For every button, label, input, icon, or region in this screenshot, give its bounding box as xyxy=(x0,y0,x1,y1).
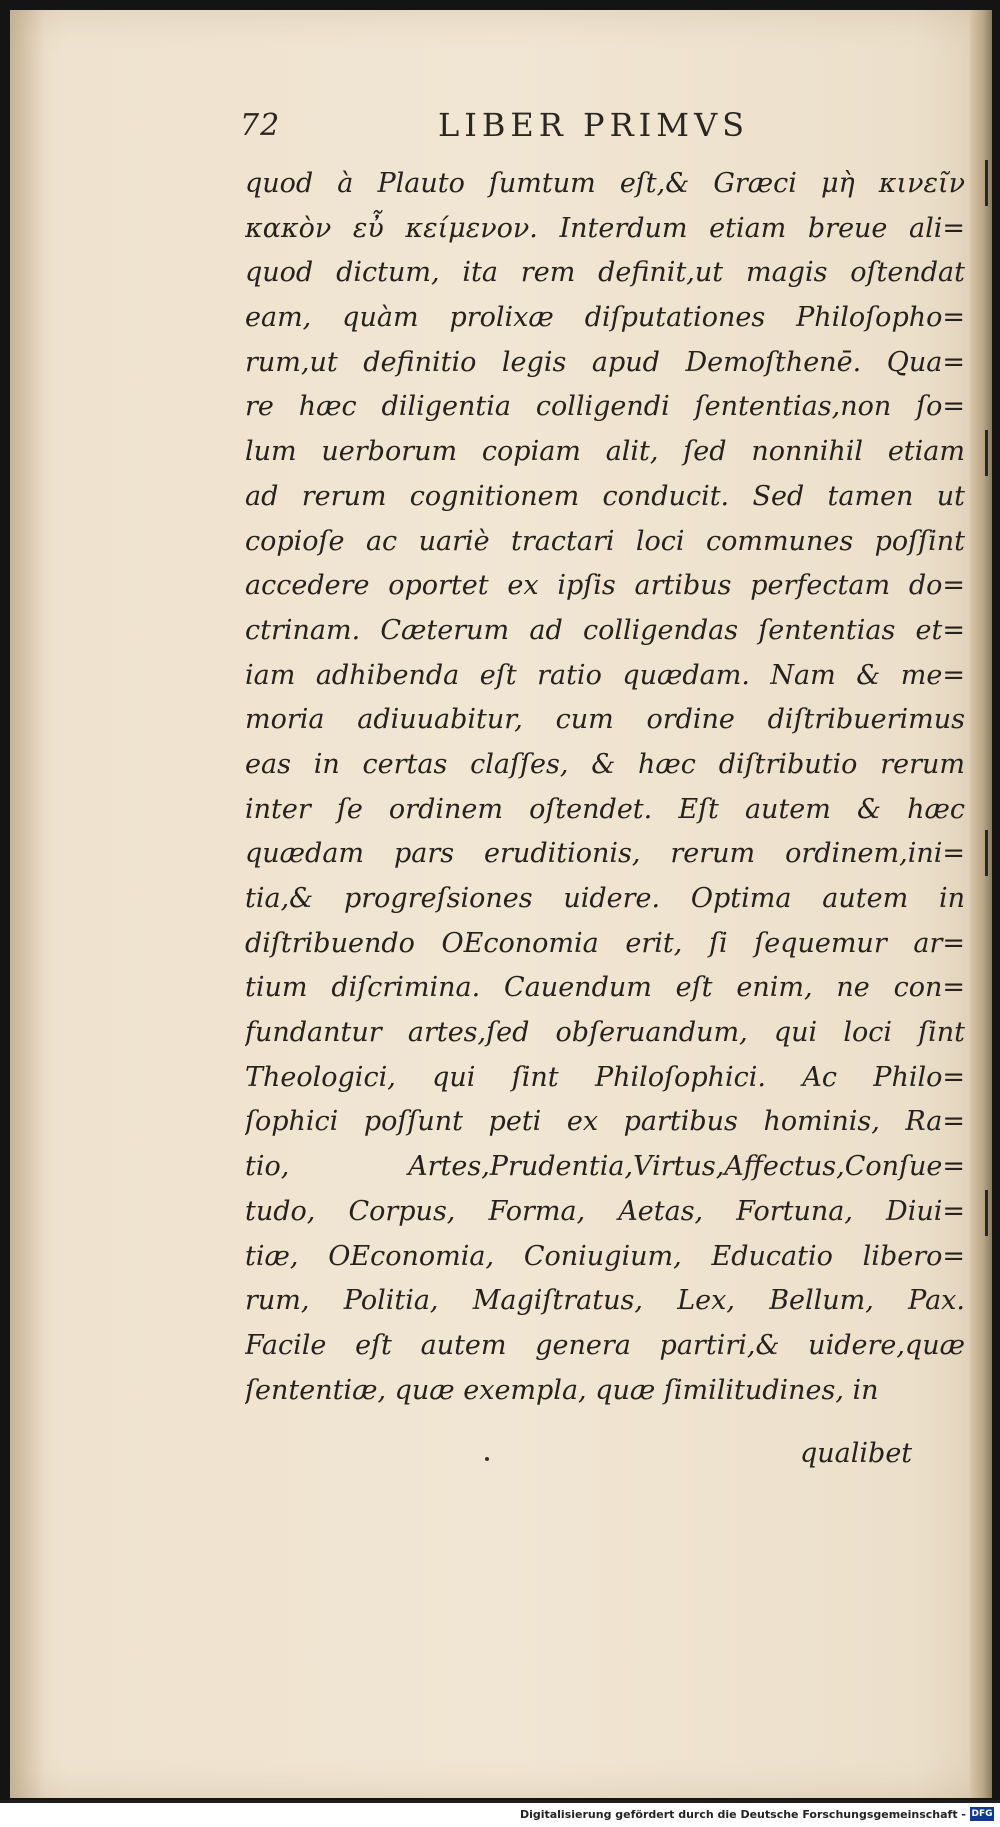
footer-band xyxy=(0,1800,1000,1827)
text-line: quædam pars eruditionis, rerum ordinem,ini= xyxy=(245,838,965,870)
text-line: iam adhibenda eſt ratio quædam. Nam & me= xyxy=(245,659,965,691)
text-line: κακὸν εὖ κείμενον. Interdum etiam breue ali= xyxy=(245,212,965,244)
body-text xyxy=(245,162,965,1413)
text-line: ſophici poſſunt peti ex partibus hominis, Ra= xyxy=(245,1106,965,1138)
text-line: rum, Politia, Magiſtratus, Lex, Bellum, Pax. xyxy=(245,1285,965,1317)
text-line: ſententiæ, quæ exempla, quæ ſimilitudines, in xyxy=(245,1374,879,1406)
page-number: 72 xyxy=(240,108,281,143)
digitization-credit: Digitalisierung gefördert durch die Deutsche Forschungsgemeinschaft - xyxy=(519,1808,966,1821)
text-line: eas in certas claſſes, & hæc diſtributio rerum xyxy=(245,748,965,780)
text-line: tudo, Corpus, Forma, Aetas, Fortuna, Diui= xyxy=(245,1195,965,1227)
text-line: tio, Artes,Prudentia,Virtus,Affectus,Conſue= xyxy=(245,1151,965,1183)
text-line: moria adiuuabitur, cum ordine diſtribuerimus xyxy=(245,704,965,736)
text-line: tia,& progreſsiones uidere. Optima autem in xyxy=(245,883,965,914)
text-line: tiæ, OEconomia, Coniugium, Educatio libero= xyxy=(245,1240,965,1272)
text-line: inter ſe ordinem oſtendet. Eſt autem & hæc xyxy=(245,793,965,825)
text-line: fundantur artes,ſed obſeruandum, qui loci ſint xyxy=(245,1017,965,1049)
text-line: quod dictum, ita rem definit,ut magis oſtendat xyxy=(245,257,965,289)
running-title: LIBER PRIMVS xyxy=(438,106,750,144)
edge-mark xyxy=(985,430,988,476)
text-line: accedere oportet ex ipſis artibus perfectam do= xyxy=(245,570,965,602)
dfg-logo: DFG xyxy=(971,1809,993,1819)
text-line: ctrinam. Cæterum ad colligendas ſententias et= xyxy=(245,614,965,646)
text-line: eam, quàm prolixæ diſputationes Philoſopho= xyxy=(245,302,965,334)
text-line: tium diſcrimina. Cauendum eſt enim, ne con= xyxy=(245,972,965,1004)
text-line: quod à Plauto ſumtum eſt,& Græci μὴ κινεῖν xyxy=(245,168,965,199)
book-page xyxy=(10,10,992,1798)
edge-mark xyxy=(985,1190,988,1236)
text-line: copioſe ac uariè tractari loci communes poſſint xyxy=(245,525,965,557)
footer-rule xyxy=(0,1800,1000,1803)
text-line: ad rerum cognitionem conducit. Sed tamen ut xyxy=(245,480,965,512)
edge-mark xyxy=(985,160,988,206)
text-line: Facile eſt autem genera partiri,& uidere,quæ xyxy=(245,1329,965,1361)
text-line: Theologici, qui ſint Philoſophici. Ac Philo= xyxy=(245,1061,965,1093)
page-right-edge xyxy=(970,10,992,1798)
running-head xyxy=(230,102,990,150)
catchword: qualibet xyxy=(800,1438,913,1469)
text-line: re hæc diligentia colligendi ſententias,non ſo= xyxy=(245,391,965,423)
text-line: lum uerborum copiam alit, ſed nonnihil etiam xyxy=(245,436,965,468)
ink-speck xyxy=(485,1457,489,1461)
text-line: diſtribuendo OEconomia erit, ſi ſequemur ar= xyxy=(245,927,965,959)
text-line: rum,ut definitio legis apud Demoſthenē. Qua= xyxy=(245,346,965,378)
edge-mark xyxy=(985,830,988,876)
